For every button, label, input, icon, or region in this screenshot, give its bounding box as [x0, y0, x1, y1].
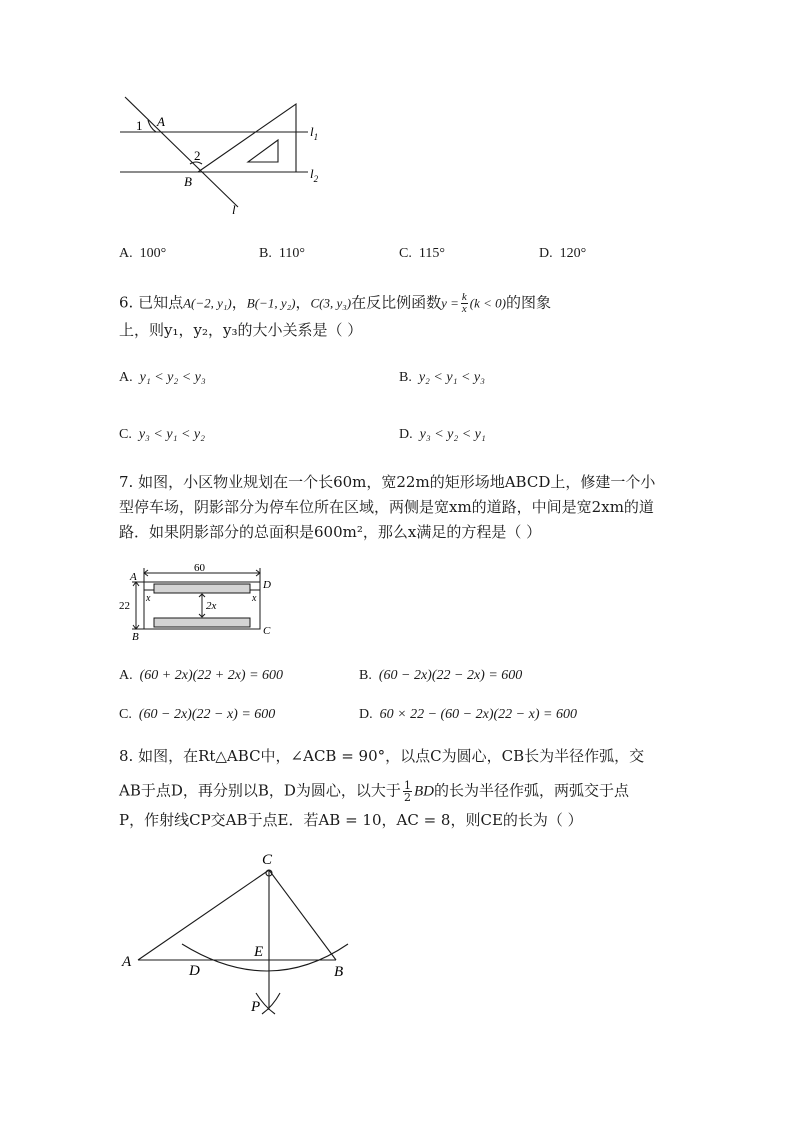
q5-figure	[110, 90, 340, 220]
q6-option-b[interactable]: B. y₂ < y₁ < y₃	[399, 370, 485, 385]
label-l2: $l_2$	[310, 166, 319, 184]
q6-stem-line1: 6. 已知点A(−2, y₁)，B(−1, y₂)，C(3, y₃)在反比例函数y = $\frac{k}{x}$ (k < 0)的图象	[119, 291, 552, 315]
segment-cb	[269, 870, 336, 960]
label-A: A	[122, 954, 132, 970]
label-P: P	[251, 999, 261, 1015]
q5-option-d[interactable]: D. 120°	[539, 246, 587, 261]
label-l1: $l_1$	[310, 124, 319, 142]
label-C: C	[262, 852, 273, 868]
q7-stem-line3: 路．如果阴影部分的总面积是600m²，那么x满足的方程是（ ）	[119, 523, 542, 541]
label-D: D	[263, 579, 271, 591]
line-l	[125, 97, 238, 207]
label-2: 2	[194, 148, 201, 163]
q7-option-c[interactable]: C. (60 − 2x)(22 − x) = 600	[119, 707, 276, 722]
label-B: B	[132, 631, 139, 643]
q8-figure	[112, 848, 362, 1020]
arc-db	[182, 944, 348, 971]
q8-stem-line3: P，作射线CP交AB于点E．若AB = 10，AC = 8，则CE的长为（ ）	[119, 811, 583, 829]
q6-stem-line2: 上，则y₁，y₂，y₃的大小关系是（ ）	[119, 321, 363, 339]
q5-option-a[interactable]: A. 100°	[119, 246, 167, 261]
label-E: E	[254, 944, 264, 960]
q7-stem-line2: 型停车场，阴影部分为停车位所在区域，两侧是宽xm的道路，中间是宽2xm的道	[119, 498, 654, 516]
label-B: B	[184, 174, 192, 189]
segment-ac	[138, 870, 269, 960]
q5-option-c[interactable]: C. 115°	[399, 246, 445, 261]
label-A: A	[157, 114, 165, 129]
q6-point-c: C(3, y₃)	[310, 295, 352, 311]
q7-figure	[116, 562, 286, 644]
q7-option-b[interactable]: B. (60 − 2x)(22 − 2x) = 600	[359, 668, 523, 683]
q6-option-a[interactable]: A. y₁ < y₂ < y₃	[119, 370, 206, 385]
label-A: A	[130, 571, 137, 583]
label-l: l	[232, 202, 236, 217]
set-square-inner	[248, 140, 278, 162]
label-1: 1	[136, 118, 143, 133]
dim-x-right: x	[252, 593, 257, 604]
q6-point-b: B(−1, y₂)	[246, 295, 296, 311]
dim-x-left: x	[146, 593, 151, 604]
label-C: C	[263, 625, 271, 637]
label-B: B	[334, 964, 344, 980]
q8-stem-line2: AB于点D，再分别以B，D为圆心，以大于 $\frac{1}{2}$ BD的长为半径作弧，两弧交于点	[119, 779, 629, 804]
q6-option-d[interactable]: D. y₃ < y₂ < y₁	[399, 427, 486, 442]
set-square	[198, 104, 296, 172]
parking-top	[154, 584, 250, 593]
label-D: D	[189, 963, 200, 979]
parking-bottom	[154, 618, 250, 627]
q7-stem-line1: 7. 如图，小区物业规划在一个长60m，宽22m的矩形场地ABCD上，修建一个小	[119, 473, 656, 491]
q6-point-a: A(−2, y₁)	[183, 295, 232, 311]
q5-option-b[interactable]: B. 110°	[259, 246, 305, 261]
q7-option-a[interactable]: A. (60 + 2x)(22 + 2x) = 600	[119, 668, 284, 683]
dim-22: 22	[119, 600, 130, 612]
q8-fraction: $\frac{1}{2}$	[403, 779, 411, 804]
q6-fraction: $\frac{k}{x}$	[461, 291, 467, 315]
dim-2x: 2x	[206, 600, 217, 612]
q8-stem-line1: 8. 如图，在Rt△ABC中，∠ACB = 90°，以点C为圆心，CB长为半径作弧，交	[119, 747, 645, 765]
q7-option-d[interactable]: D. 60 × 22 − (60 − 2x)(22 − x) = 600	[359, 707, 577, 722]
q6-option-c[interactable]: C. y₃ < y₁ < y₂	[119, 427, 205, 442]
dim-60: 60	[194, 562, 205, 574]
